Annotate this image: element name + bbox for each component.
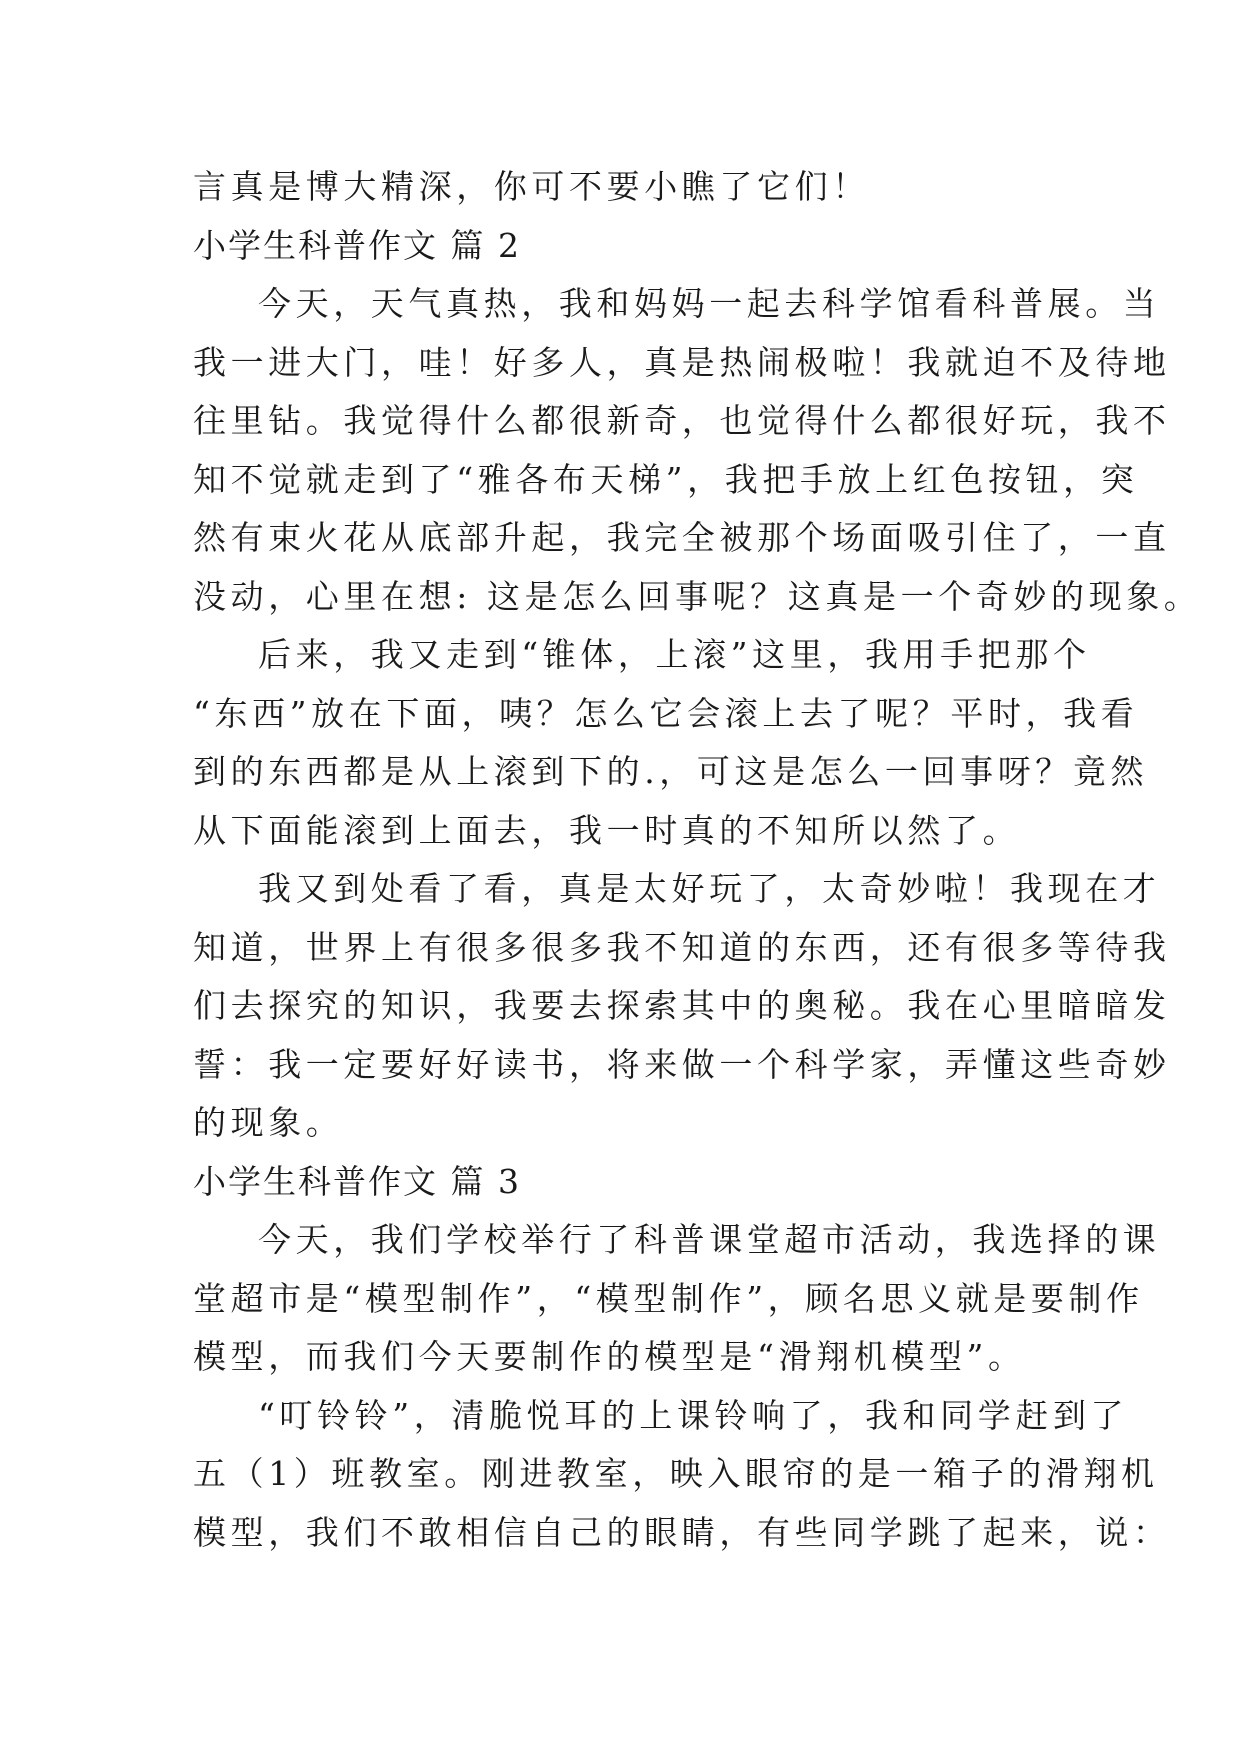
paragraph-line: 模型，我们不敢相信自己的眼睛，有些同学跳了起来，说： bbox=[193, 1513, 1171, 1552]
paragraph-line: 模型，而我们今天要制作的模型是“滑翔机模型”。 bbox=[193, 1337, 1026, 1376]
paragraph-line: 知不觉就走到了“雅各布天梯”，我把手放上红色按钮，突 bbox=[193, 460, 1139, 499]
paragraph-line: 从下面能滚到上面去，我一时真的不知所以然了。 bbox=[193, 811, 1021, 850]
text-line: 言真是博大精深，你可不要小瞧了它们！ bbox=[193, 167, 870, 206]
section-heading: 小学生科普作文 篇 3 bbox=[193, 1162, 521, 1201]
paragraph-line: 到的东西都是从上滚到下的.，可这是怎么一回事呀？竟然 bbox=[193, 752, 1149, 791]
paragraph-line: 没动，心里在想: 这是怎么回事呢？这真是一个奇妙的现象。 bbox=[193, 577, 1202, 616]
paragraph-line: 我一进大门，哇！好多人，真是热闹极啦！我就迫不及待地 bbox=[193, 343, 1171, 382]
paragraph-line: 堂超市是“模型制作”，“模型制作”，顾名思义就是要制作 bbox=[193, 1279, 1144, 1318]
paragraph-line: “东西”放在下面，咦？怎么它会滚上去了呢？平时，我看 bbox=[193, 694, 1139, 733]
paragraph-line: 我又到处看了看，真是太好玩了，太奇妙啦！我现在才 bbox=[258, 869, 1161, 908]
paragraph-line: “叮铃铃”，清脆悦耳的上课铃响了，我和同学赶到了 bbox=[258, 1396, 1129, 1435]
paragraph-line: 知道，世界上有很多很多我不知道的东西，还有很多等待我 bbox=[193, 928, 1171, 967]
paragraph-line: 今天，我们学校举行了科普课堂超市活动，我选择的课 bbox=[258, 1220, 1161, 1259]
paragraph-line: 五（1）班教室。刚进教室，映入眼帘的是一箱子的滑翔机 bbox=[193, 1454, 1159, 1493]
paragraph-line: 誓：我一定要好好读书，将来做一个科学家，弄懂这些奇妙 bbox=[193, 1045, 1171, 1084]
paragraph-line: 然有束火花从底部升起，我完全被那个场面吸引住了，一直 bbox=[193, 518, 1171, 557]
paragraph-line: 的现象。 bbox=[193, 1103, 344, 1142]
paragraph-line: 往里钻。我觉得什么都很新奇，也觉得什么都很好玩，我不 bbox=[193, 401, 1171, 440]
paragraph-line: 后来，我又走到“锥体，上滚”这里，我用手把那个 bbox=[258, 635, 1091, 674]
section-heading: 小学生科普作文 篇 2 bbox=[193, 226, 521, 265]
paragraph-line: 今天，天气真热，我和妈妈一起去科学馆看科普展。当 bbox=[258, 284, 1161, 323]
paragraph-line: 们去探究的知识，我要去探索其中的奥秘。我在心里暗暗发 bbox=[193, 986, 1171, 1025]
